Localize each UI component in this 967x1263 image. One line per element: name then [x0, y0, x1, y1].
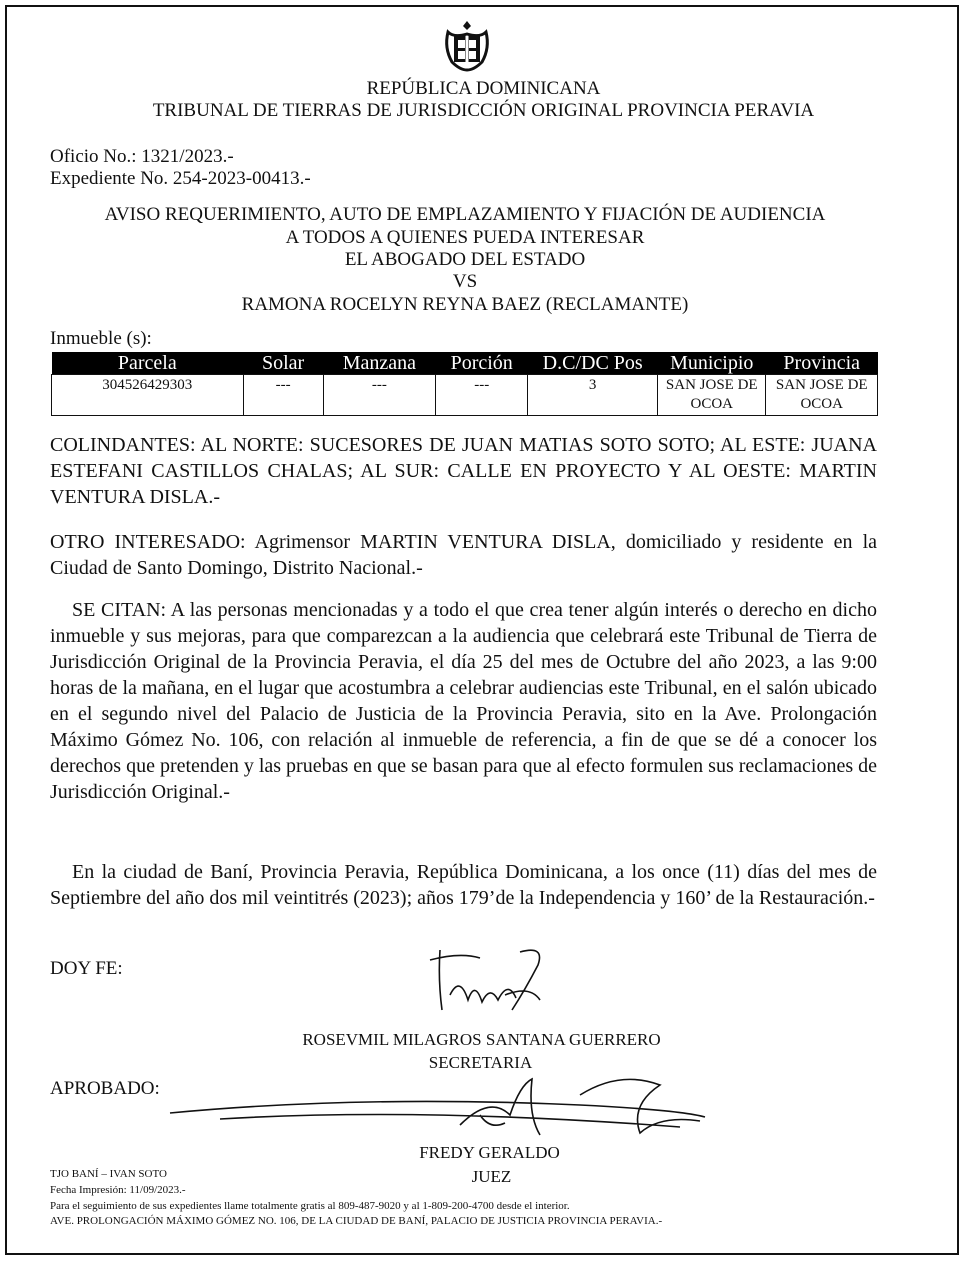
notice-title-line4: VS [452, 271, 478, 292]
table-cell: --- [243, 375, 323, 416]
doy-fe-label: DOY FE: [50, 958, 123, 979]
notice-title-line5: RAMONA ROCELYN REYNA BAEZ (RECLAMANTE) [241, 294, 689, 315]
table-cell: 3 [528, 375, 658, 416]
footer-office: TJO BANÍ – IVAN SOTO [50, 1168, 167, 1180]
table-cell: --- [323, 375, 435, 416]
fecha-paragraph: En la ciudad de Baní, Provincia Peravia, República Dominicana, a los once (11) días del mes de Septiembre del año dos mil veintitrés (2023); años 179’de la Independencia y 160’ de la Restauración.- [50, 861, 877, 909]
column-header: Manzana [323, 352, 435, 375]
column-header: Parcela [52, 352, 244, 375]
column-header: Provincia [766, 352, 878, 375]
table-cell: SAN JOSE DE OCOA [766, 375, 878, 416]
notice-title-line2: A TODOS A QUIENES PUEDA INTERESAR [285, 227, 645, 248]
judge-title: JUEZ [471, 1167, 512, 1186]
notice-title-line3: EL ABOGADO DEL ESTADO [344, 249, 586, 270]
judge-signature [160, 1055, 720, 1155]
colindantes-paragraph: COLINDANTES: AL NORTE: SUCESORES DE JUAN MATIAS SOTO SOTO; AL ESTE: JUANA ESTEFANI CASTILLOS CHALAS; AL SUR: CALLE EN PROYECTO Y AL OESTE: MARTIN VENTURA DISLA.- [50, 434, 877, 508]
table-row [52, 375, 878, 416]
column-header: Solar [243, 352, 323, 375]
secretary-title: SECRETARIA [428, 1053, 533, 1072]
secretary-name: ROSEVMIL MILAGROS SANTANA GUERRERO [302, 1030, 661, 1049]
secretary-signature [420, 940, 560, 1020]
otro-interesado-paragraph: OTRO INTERESADO: Agrimensor MARTIN VENTURA DISLA, domiciliado y residente en la Ciudad de Santo Domingo, Distrito Nacional.- [50, 531, 877, 579]
column-header: Municipio [658, 352, 766, 375]
column-header: Porción [436, 352, 528, 375]
judge-name: FREDY GERALDO [419, 1143, 560, 1162]
table-cell: SAN JOSE DE OCOA [658, 375, 766, 416]
header-country: REPÚBLICA DOMINICANA [366, 78, 601, 99]
coat-of-arms-seal [440, 18, 494, 72]
footer-phone-info: Para el seguimiento de sus expedientes llame totalmente gratis al 809-487-9020 y al 1-809-200-4700 desde el interior. [50, 1200, 570, 1212]
footer-print-date: Fecha Impresión: 11/09/2023.- [50, 1184, 186, 1196]
table-cell: --- [436, 375, 528, 416]
se-citan-paragraph: SE CITAN: A las personas mencionadas y a todo el que crea tener algún interés o derecho en dicho inmueble y sus mejoras, para que comparezcan a la audiencia que celebrará este Tribunal de Tierra de Jurisdicción Original de la Provincia Peravia, el día 25 del mes de Octubre del año 2023, a las 9:00 horas de la mañana, en el lugar que acostumbra a celebrar audiencias este Tribunal, en el salón ubicado en el segundo nivel del Palacio de Justicia de la Provincia Peravia, sito en la Ave. Prolongación Máximo Gómez No. 106, con relación al inmueble de referencia, a fin de que se dé a conocer los derechos que pretenden y las pruebas en que se basan para que al efecto formulen sus reclamaciones de Jurisdicción Original.- [50, 599, 877, 803]
header-court: TRIBUNAL DE TIERRAS DE JURISDICCIÓN ORIGINAL PROVINCIA PERAVIA [152, 100, 815, 121]
table-cell: 304526429303 [52, 375, 244, 416]
property-table-header [52, 352, 878, 375]
notice-title-line1: AVISO REQUERIMIENTO, AUTO DE EMPLAZAMIENTO Y FIJACIÓN DE AUDIENCIA [104, 204, 826, 225]
footer-address: AVE. PROLONGACIÓN MÁXIMO GÓMEZ NO. 106, DE LA CIUDAD DE BANÍ, PALACIO DE JUSTICIA PROVINCIA PERAVIA.- [50, 1215, 663, 1227]
property-table [51, 352, 878, 416]
column-header: D.C/DC Pos [528, 352, 658, 375]
inmueble-label: Inmueble (s): [50, 328, 152, 349]
oficio-number: Oficio No.: 1321/2023.- [50, 146, 234, 167]
expediente-number: Expediente No. 254-2023-00413.- [50, 168, 311, 189]
aprobado-label: APROBADO: [50, 1078, 160, 1099]
